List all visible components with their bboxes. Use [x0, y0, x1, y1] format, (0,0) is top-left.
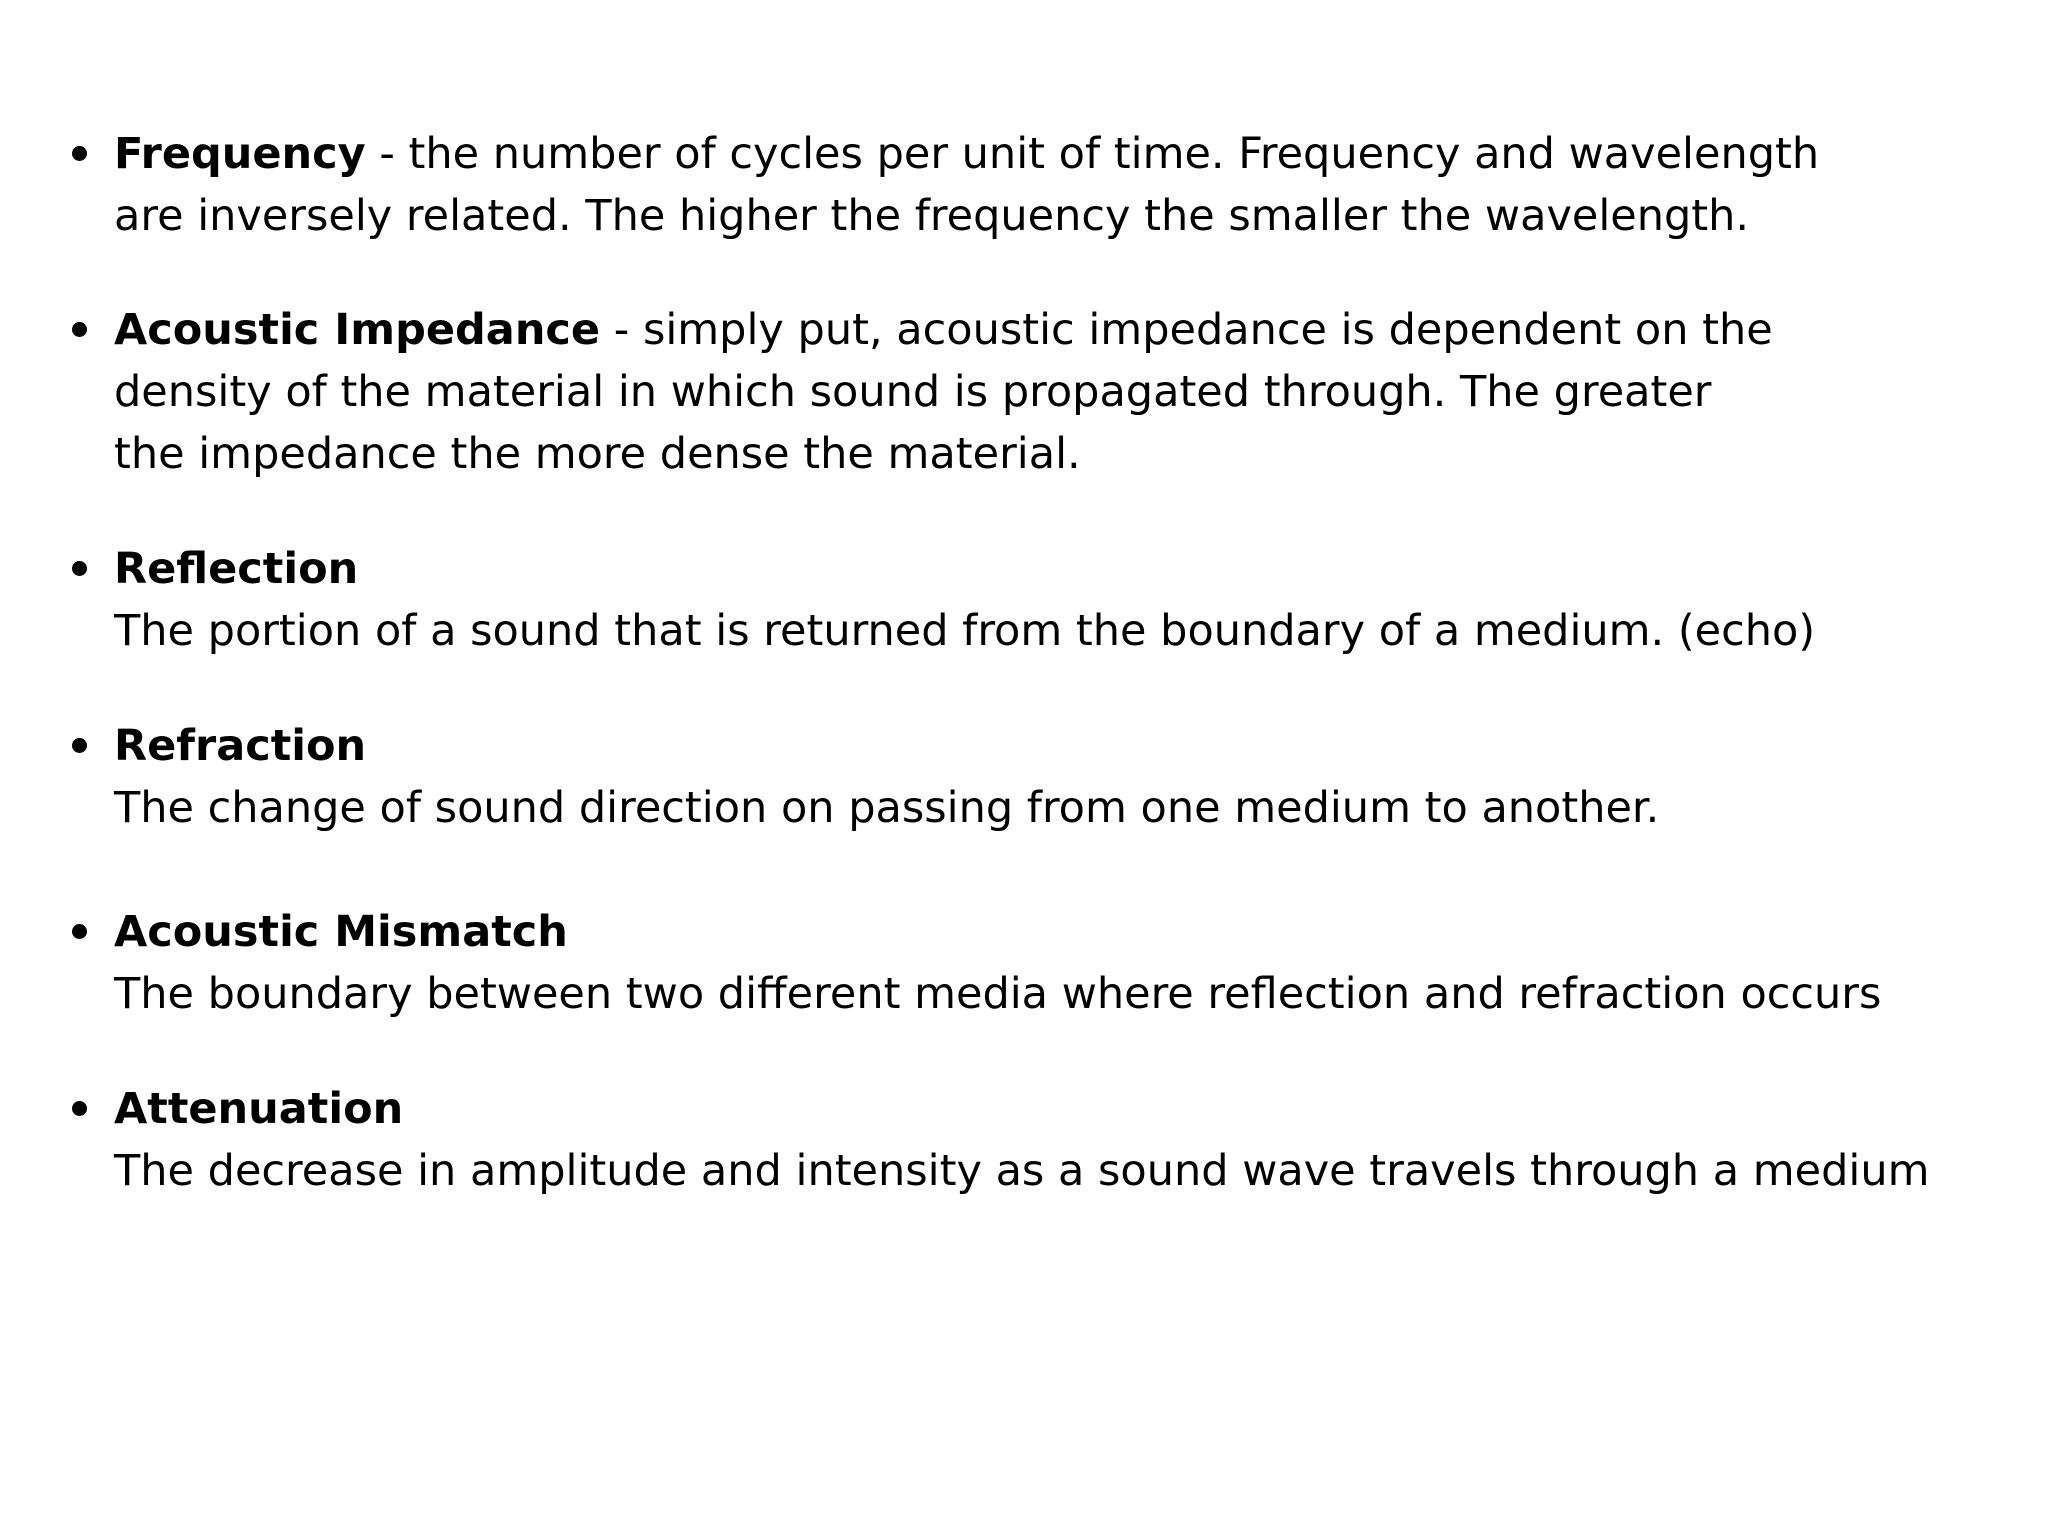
term-heading: Frequency: [114, 129, 366, 179]
item-first-line: [114, 123, 1992, 185]
list-item-acoustic-mismatch: [72, 901, 1992, 1025]
bullet-icon: [72, 924, 87, 939]
item-first-line: [114, 538, 1992, 600]
list-item-text: [114, 299, 1992, 485]
description-line: are inversely related. The higher the frequency the smaller the wavelength.: [114, 191, 1750, 241]
description-line: the impedance the more dense the material.: [114, 429, 1081, 479]
term-heading: Refraction: [114, 721, 367, 771]
term-heading: Acoustic Impedance: [114, 305, 601, 355]
item-first-line: [114, 1078, 1992, 1140]
list-item-text: [114, 123, 1992, 247]
list-item-attenuation: [72, 1078, 1992, 1202]
list-item-acoustic-impedance: [72, 299, 1992, 485]
term-heading: Reflection: [114, 544, 359, 594]
description-line: The change of sound direction on passing from one medium to another.: [114, 783, 1660, 833]
term-heading: Attenuation: [114, 1084, 404, 1134]
item-first-line: [114, 715, 1992, 777]
list-item-reflection: [72, 538, 1992, 662]
list-item-refraction: [72, 715, 1992, 839]
item-first-line: [114, 901, 1992, 963]
item-first-line: [114, 299, 1992, 361]
bullet-icon: [72, 561, 87, 576]
description-line: density of the material in which sound is propagated through. The greater: [114, 367, 1712, 417]
list-item-frequency: [72, 123, 1992, 247]
list-item-text: [114, 901, 1992, 1025]
description-line: The decrease in amplitude and intensity as a sound wave travels through a medium: [114, 1146, 1930, 1196]
bullet-icon: [72, 146, 87, 161]
list-item-text: [114, 715, 1992, 839]
term-description: - the number of cycles per unit of time. Frequency and wavelength: [365, 129, 1820, 179]
term-heading: Acoustic Mismatch: [114, 907, 568, 957]
description-line: The portion of a sound that is returned from the boundary of a medium. (echo): [114, 606, 1816, 656]
bullet-icon: [72, 1101, 87, 1116]
term-description: - simply put, acoustic impedance is dependent on the: [600, 305, 1773, 355]
list-item-text: [114, 538, 1992, 662]
bullet-icon: [72, 738, 87, 753]
list-item-text: [114, 1078, 1992, 1202]
bullet-icon: [72, 322, 87, 337]
description-line: The boundary between two different media where reflection and refraction occurs: [114, 969, 1882, 1019]
